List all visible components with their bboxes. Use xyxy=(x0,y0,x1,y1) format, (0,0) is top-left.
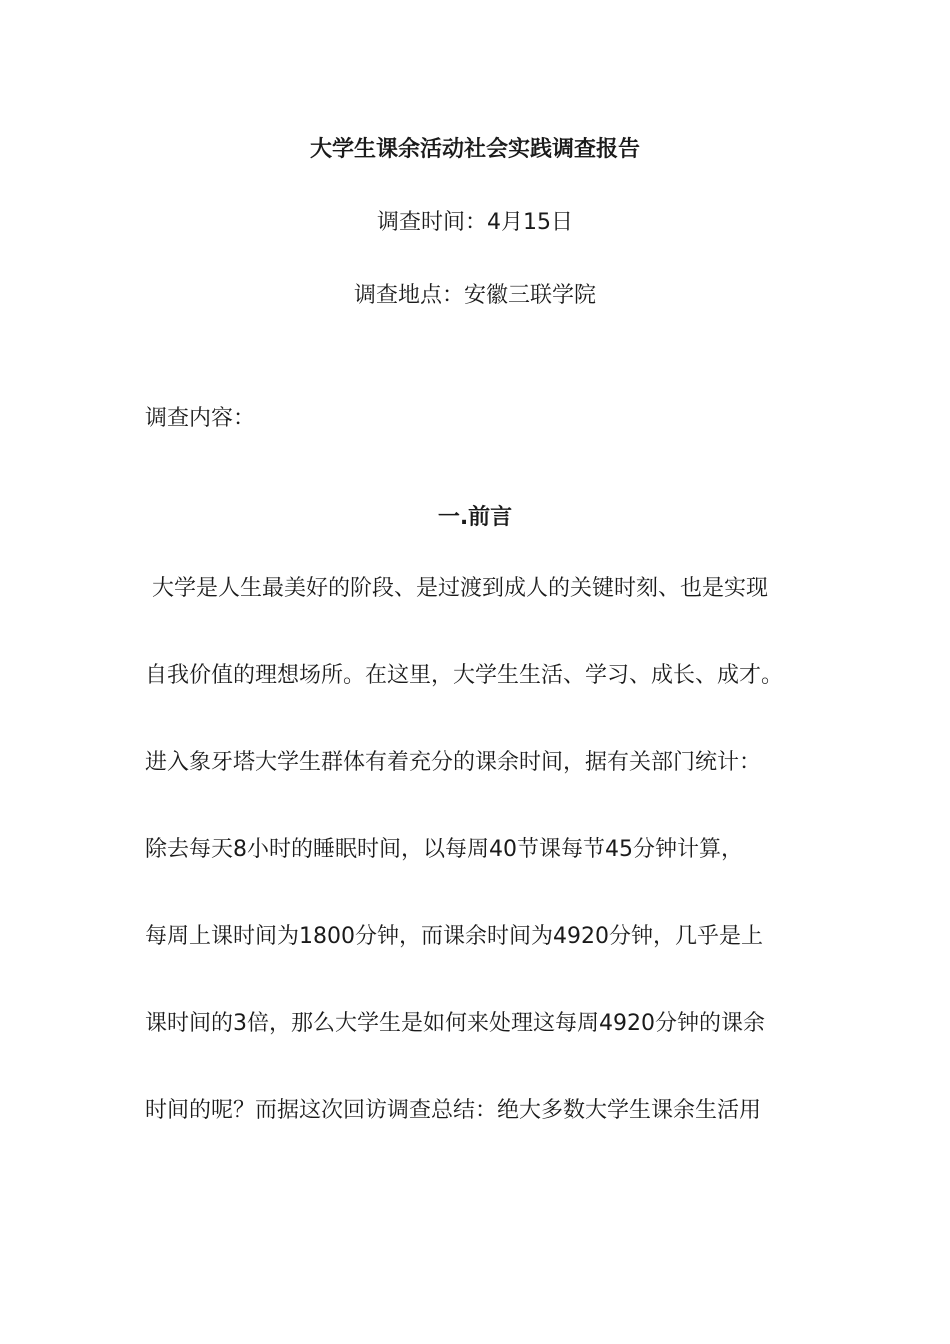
paragraph-line: 除去每天8小时的睡眠时间，以每周40节课每节45分钟计算， xyxy=(145,837,743,862)
paragraph-line: 每周上课时间为1800分钟，而课余时间为4920分钟，几乎是上 xyxy=(145,924,763,949)
paragraph-line: 自我价值的理想场所。在这里，大学生生活、学习、成长、成才。 xyxy=(145,663,784,688)
paragraph-line: 课时间的3倍，那么大学生是如何来处理这每周4920分钟的课余 xyxy=(145,1011,765,1036)
paragraph-line: 大学是人生最美好的阶段、是过渡到成人的关键时刻、也是实现 xyxy=(145,576,768,601)
paragraph-line: 进入象牙塔大学生群体有着充分的课余时间，据有关部门统计： xyxy=(145,750,762,775)
preface-paragraph xyxy=(145,573,825,1182)
section-heading-preface: 一.前言 xyxy=(437,505,513,530)
paragraph-line: 时间的呢？而据这次回访调查总结：绝大多数大学生课余生活用 xyxy=(145,1098,762,1123)
survey-content-label: 调查内容： xyxy=(145,406,256,431)
survey-place: 调查地点：安徽三联学院 xyxy=(353,283,596,308)
document-title: 大学生课余活动社会实践调查报告 xyxy=(309,137,640,162)
survey-time: 调查时间：4月15日 xyxy=(377,210,573,235)
